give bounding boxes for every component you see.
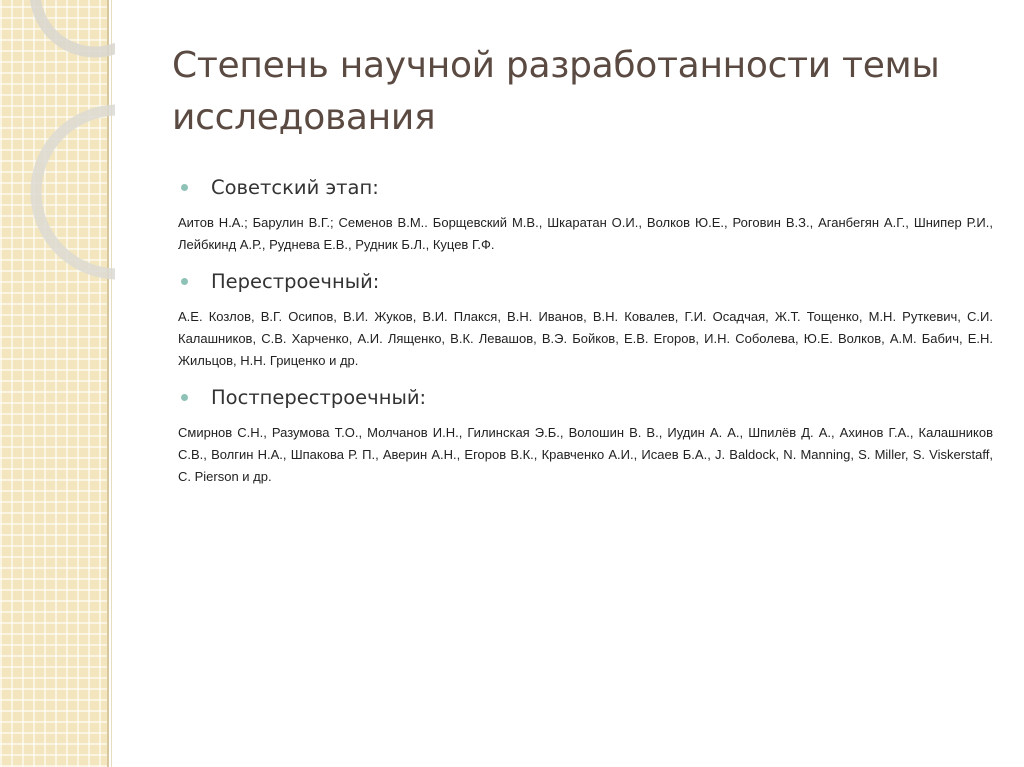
section-heading bbox=[178, 384, 993, 412]
section-text: А.Е. Козлов, В.Г. Осипов, В.И. Жуков, В.И. Плакся, В.Н. Иванов, В.Н. Ковалев, Г.И. Осадчая, Ж.Т. Тощенко, М.Н. Руткевич, С.И. Калашников, С.В. Харченко, А.И. Лященко, В.К. Левашов, В.Э. Бойков, Е.В. Егоров, И.Н. Соболева, Ю.Е. Волков, А.М. Бабич, Е.Н. Жильцов, Н.Н. Гриценко и др. bbox=[178, 309, 993, 368]
section-text: Аитов Н.А.; Барулин В.Г.; Семенов В.М.. Борщевский М.В., Шкаратан О.И., Волков Ю.Е., Роговин В.З., Аганбегян А.Г., Шнипер Р.И., Лейбкинд А.Р., Руднева Е.В., Рудник Б.Л., Куцев Г.Ф. bbox=[178, 215, 993, 252]
section-heading bbox=[178, 268, 993, 296]
bullet-icon bbox=[181, 184, 188, 191]
decorative-rings-icon bbox=[0, 0, 115, 300]
section-heading bbox=[178, 174, 993, 202]
bullet-icon bbox=[181, 394, 188, 401]
section-heading-text: Перестроечный: bbox=[211, 270, 380, 293]
slide-title: Степень научной разработанности темы исследования bbox=[172, 45, 940, 138]
section-heading-text: Советский этап: bbox=[211, 176, 379, 199]
section-soviet bbox=[178, 174, 993, 256]
section-heading-text: Постперестроечный: bbox=[211, 386, 427, 409]
section-perestroika bbox=[178, 268, 993, 372]
bullet-icon bbox=[181, 278, 188, 285]
section-text: Смирнов С.Н., Разумова Т.О., Молчанов И.Н., Гилинская Э.Б., Волошин В. В., Иудин А. А., Шпилёв Д. А., Ахинов Г.А., Калашников С.В., Волгин Н.А., Шпакова Р. П., Аверин А.Н., Егоров В.К., Кравченко А.И., Исаев Б.А., J. Baldock, N. Manning, S. Miller, S. Viskerstaff, C. Pierson и др. bbox=[178, 425, 993, 484]
section-post-perestroika bbox=[178, 384, 993, 488]
slide-content bbox=[178, 174, 993, 500]
